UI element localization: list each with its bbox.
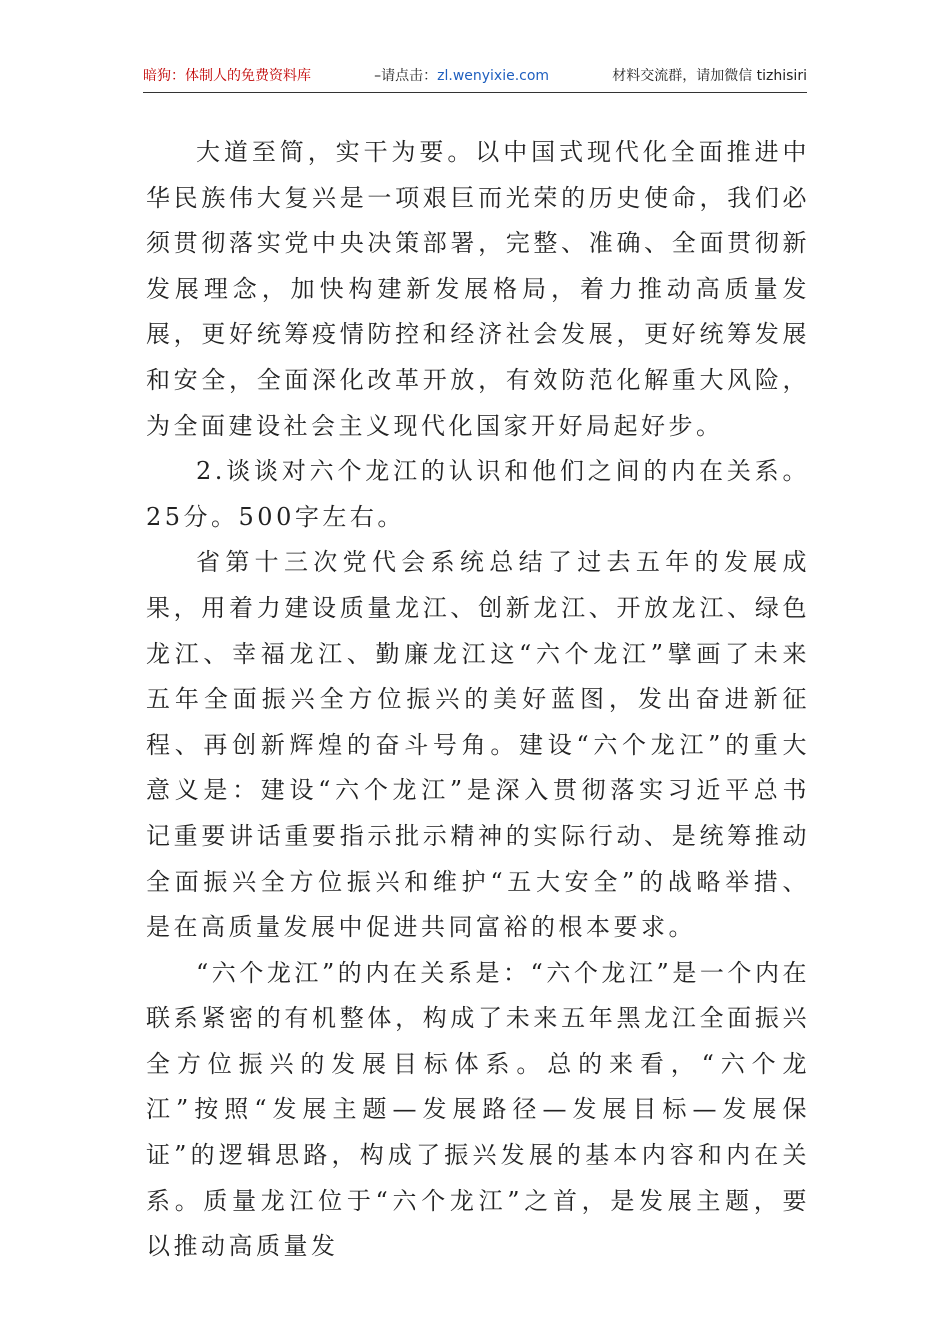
header-site-link[interactable]: zl.wenyixie.com xyxy=(437,68,550,84)
paragraph-1: 大道至简，实干为要。以中国式现代化全面推进中华民族伟大复兴是一项艰巨而光荣的历史使命，我们必须贯彻落实党中央决策部署，完整、准确、全面贯彻新发展理念，加快构建新发展格局，着力推动高质量发展，更好统筹疫情防控和经济社会发展，更好统筹发展和安全，全面深化改革开放，有效防范化解重大风险，为全面建设社会主义现代化国家开好局起好步。 xyxy=(146,138,810,440)
paragraph-2: 省第十三次党代会系统总结了过去五年的发展成果，用着力建设质量龙江、创新龙江、开放龙江、绿色龙江、幸福龙江、勤廉龙江这“六个龙江”擘画了未来五年全面振兴全方位振兴的美好蓝图，发出奋进新征程、再创新辉煌的奋斗号角。建设“六个龙江”的重大意义是：建设“六个龙江”是深入贯彻落实习近平总书记重要讲话重要指示批示精神的实际行动、是统筹推动全面振兴全方位振兴和维护“五大安全”的战略举措、是在高质量发展中促进共同富裕的根本要求。 xyxy=(146,548,810,942)
header-wechat-note: 材料交流群，请加微信 tizhisiri xyxy=(612,68,807,84)
page-header xyxy=(143,58,807,92)
header-link-group xyxy=(374,65,549,85)
question-heading: 2.谈谈对六个龙江的认识和他们之间的内在关系。25分。500字左右。 xyxy=(146,457,810,531)
header-divider xyxy=(143,92,807,93)
paragraph-3: “六个龙江”的内在关系是：“六个龙江”是一个内在联系紧密的有机整体，构成了未来五年黑龙江全面振兴全方位振兴的发展目标体系。总的来看，“六个龙江”按照“发展主题—发展路径—发展目标—发展保证”的逻辑思路，构成了振兴发展的基本内容和内在关系。质量龙江位于“六个龙江”之首，是发展主题，要以推动高质量发 xyxy=(146,958,810,1261)
header-site-name: 暗狗：体制人的免费资料库 xyxy=(143,68,311,84)
document-body xyxy=(146,130,810,1270)
header-link-prefix: –请点击： xyxy=(374,68,438,84)
